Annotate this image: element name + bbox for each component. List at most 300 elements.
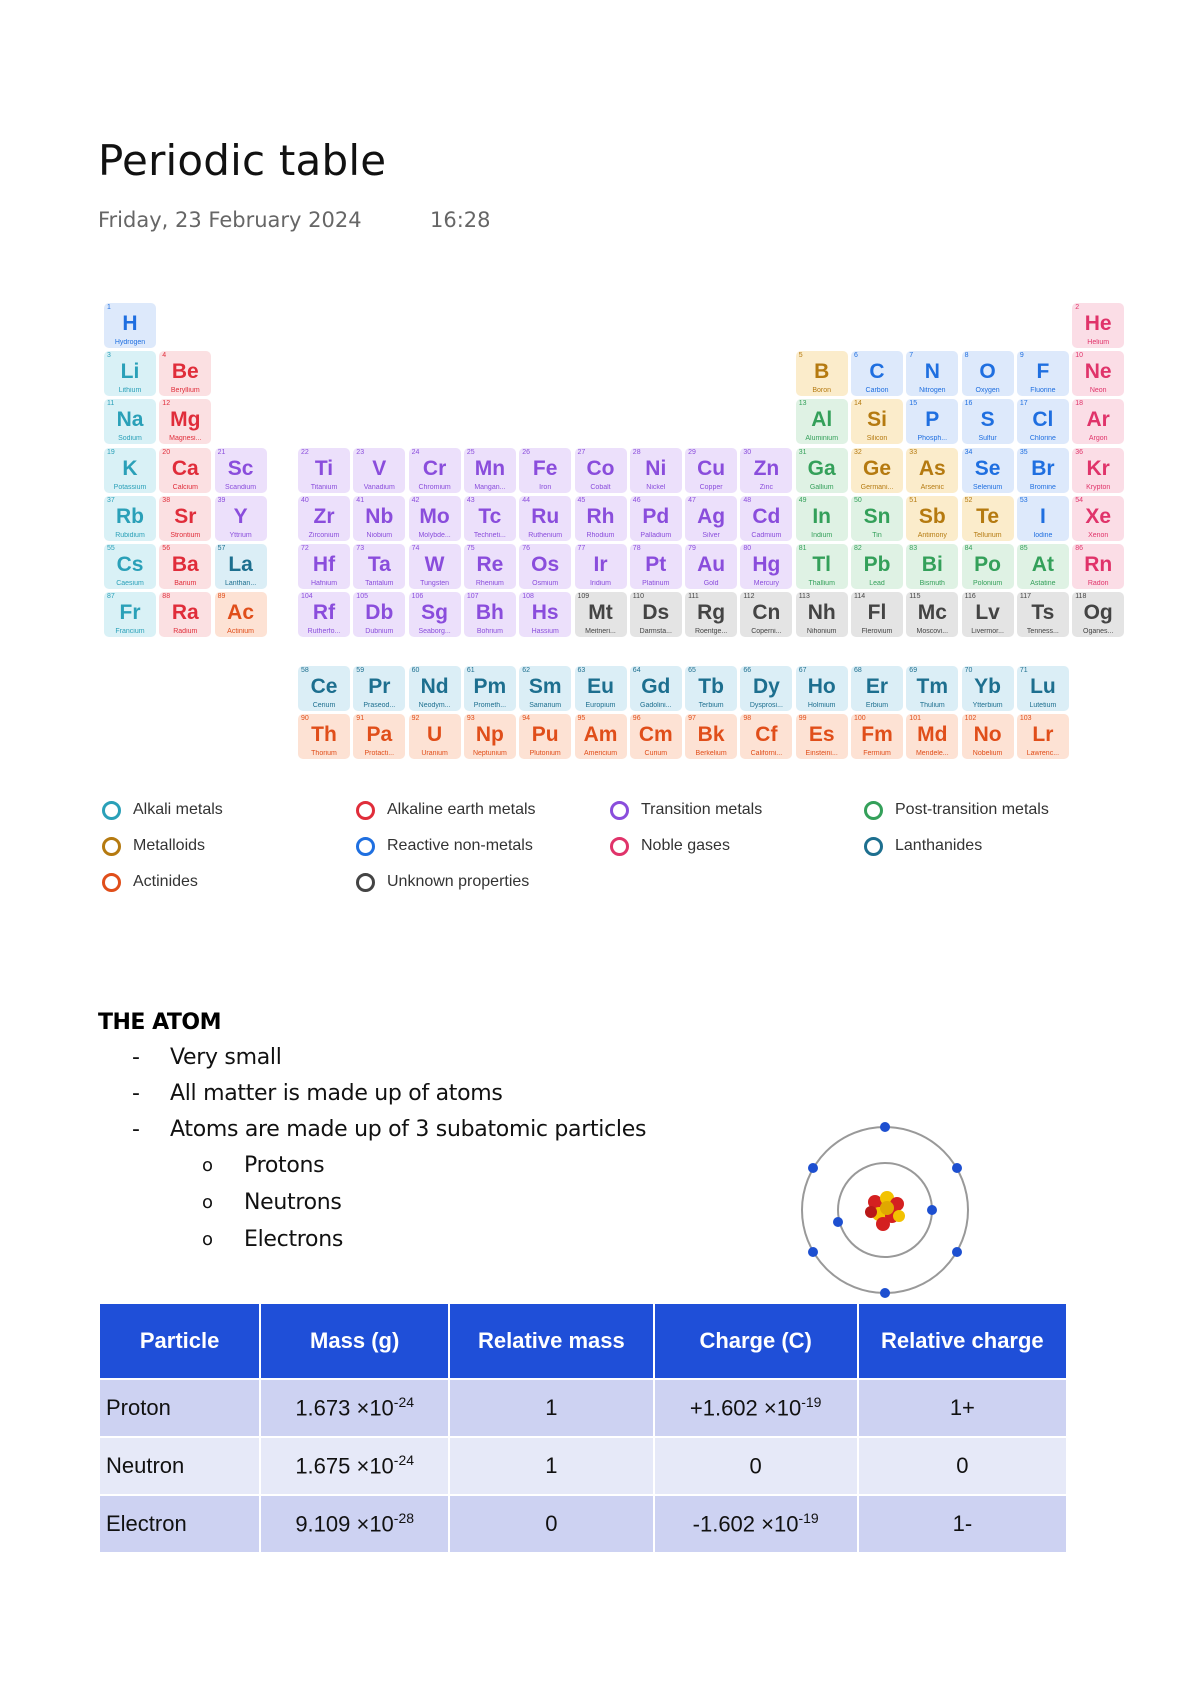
element-cell-ba <box>159 544 211 589</box>
element-name: Erbium <box>865 702 889 709</box>
element-name: Einsteini... <box>805 750 838 758</box>
element-number: 31 <box>798 448 807 456</box>
cell-relative-mass: 1 <box>449 1437 653 1495</box>
element-name: Palladium <box>640 531 672 539</box>
element-cell-br <box>1017 448 1069 493</box>
header-particle: Particle <box>99 1303 260 1379</box>
legend-ring-icon <box>356 873 375 892</box>
element-name: Nickel <box>646 483 666 491</box>
element-number: 10 <box>1075 352 1083 360</box>
element-symbol: S <box>980 408 995 432</box>
element-number: 48 <box>743 496 752 504</box>
cell-relative-charge: 0 <box>858 1437 1067 1495</box>
element-symbol: No <box>973 723 1002 747</box>
element-cell-co <box>575 448 627 493</box>
cell-charge <box>654 1495 858 1553</box>
element-symbol: C <box>869 360 885 384</box>
element-number: 100 <box>854 715 866 723</box>
nucleus-icon <box>865 1191 905 1231</box>
legend-label: Transition metals <box>641 801 763 818</box>
element-name: Calcium <box>172 483 198 491</box>
element-name: Chlorine <box>1029 435 1056 443</box>
element-name: Silver <box>702 531 720 539</box>
mass-base: 1.673 ×10 <box>295 1395 394 1421</box>
element-symbol: La <box>228 553 253 576</box>
element-cell-ac <box>215 592 267 637</box>
element-name: Livermor... <box>971 628 1004 636</box>
sub-bullet-text: Protons <box>244 1153 325 1178</box>
element-symbol: Br <box>1031 456 1055 480</box>
element-number: 24 <box>411 448 420 456</box>
element-cell-sm <box>519 666 571 711</box>
element-name: Aluminium <box>805 435 839 443</box>
element-number: 15 <box>909 400 918 408</box>
element-symbol: Cu <box>697 456 726 480</box>
element-name: Iodine <box>1033 531 1053 539</box>
element-name: Oxygen <box>975 387 1000 395</box>
element-number: 80 <box>743 545 752 552</box>
element-number: 23 <box>356 448 365 456</box>
element-symbol: Pd <box>642 504 670 528</box>
element-number: 53 <box>1019 496 1028 504</box>
legend-label: Alkaline earth metals <box>387 801 536 818</box>
element-number: 29 <box>688 448 696 456</box>
element-cell-ne <box>1072 351 1124 396</box>
element-number: 56 <box>162 545 171 552</box>
bullet-mark: - <box>132 1045 140 1070</box>
element-symbol: F <box>1036 360 1050 384</box>
header-relative-mass: Relative mass <box>449 1303 653 1379</box>
element-symbol: Po <box>974 553 1002 576</box>
element-cell-pu <box>519 714 571 759</box>
element-name: Bohrium <box>476 628 503 636</box>
mass-exponent: -24 <box>393 1452 415 1469</box>
element-symbol: Bh <box>475 601 504 625</box>
element-cell-ts <box>1017 592 1069 637</box>
element-cell-lr <box>1017 714 1069 759</box>
element-name: Europium <box>585 702 616 709</box>
element-number: 105 <box>356 593 368 601</box>
element-cell-he <box>1072 303 1124 348</box>
element-cell-hf <box>298 544 350 589</box>
sub-bullet-item <box>202 1227 343 1252</box>
element-name: Praseod... <box>363 702 396 709</box>
legend-item <box>102 833 205 859</box>
element-name: Actinium <box>227 628 255 636</box>
element-symbol: Sc <box>227 456 254 480</box>
element-cell-ho <box>796 666 848 711</box>
element-symbol: Ce <box>310 675 338 698</box>
element-name: Iron <box>539 483 552 491</box>
element-cell-s <box>962 399 1014 444</box>
element-number: 75 <box>466 545 475 552</box>
element-number: 106 <box>411 593 424 601</box>
cell-particle: Proton <box>99 1379 260 1437</box>
element-name: Boron <box>812 387 832 395</box>
bullet-mark: - <box>132 1117 140 1142</box>
element-symbol: Mn <box>474 456 506 480</box>
legend-ring-icon <box>610 801 629 820</box>
element-symbol: N <box>924 360 940 384</box>
legend-ring-icon <box>356 837 375 856</box>
element-name: Barium <box>174 580 197 587</box>
element-cell-in <box>796 496 848 541</box>
element-name: Bismuth <box>919 580 945 587</box>
element-symbol: Si <box>867 408 887 432</box>
legend-label: Lanthanides <box>895 837 983 854</box>
element-cell-tm <box>906 666 958 711</box>
element-cell-yb <box>962 666 1014 711</box>
charge-exponent: -19 <box>801 1394 822 1411</box>
element-cell-ge <box>851 448 903 493</box>
element-symbol: V <box>372 456 387 480</box>
element-symbol: Ho <box>807 675 836 698</box>
element-symbol: Cr <box>422 456 447 480</box>
element-cell-se <box>962 448 1014 493</box>
element-name: Californi... <box>750 750 783 758</box>
element-cell-pb <box>851 544 903 589</box>
element-name: Nobelium <box>972 750 1003 758</box>
element-cell-si <box>851 399 903 444</box>
element-cell-rn <box>1072 544 1124 589</box>
element-symbol: Dy <box>752 675 780 698</box>
element-number: 114 <box>854 593 866 601</box>
element-number: 117 <box>1019 593 1032 601</box>
element-name: Hassium <box>531 628 559 636</box>
element-symbol: Na <box>116 408 144 432</box>
element-symbol: Zn <box>753 456 780 480</box>
element-symbol: Og <box>1083 601 1113 625</box>
element-cell-bi <box>906 544 958 589</box>
element-number: 74 <box>411 545 420 552</box>
element-cell-no <box>962 714 1014 759</box>
element-number: 28 <box>632 448 641 456</box>
element-name: Gadolini... <box>640 702 672 709</box>
legend-label: Unknown properties <box>387 873 530 890</box>
element-symbol: Tl <box>812 553 832 576</box>
element-cell-po <box>962 544 1014 589</box>
element-cell-b <box>796 351 848 396</box>
element-name: Tungsten <box>420 580 450 587</box>
legend-item <box>356 797 536 823</box>
element-number: 104 <box>301 593 313 601</box>
mass-base: 1.675 ×10 <box>295 1453 394 1479</box>
element-number: 54 <box>1075 496 1083 504</box>
legend-ring-icon <box>102 837 121 856</box>
element-symbol: Cm <box>638 723 673 747</box>
element-cell-lv <box>962 592 1014 637</box>
element-number: 52 <box>964 496 973 504</box>
charge-base: -1.602 ×10 <box>692 1511 799 1537</box>
element-number: 21 <box>217 448 226 456</box>
element-cell-md <box>906 714 958 759</box>
cell-charge <box>654 1437 858 1495</box>
element-number: 86 <box>1075 545 1083 552</box>
element-symbol: Ir <box>593 553 608 576</box>
element-name: Lawrenc... <box>1026 750 1060 758</box>
element-number: 7 <box>909 352 914 360</box>
element-number: 62 <box>522 667 530 674</box>
element-cell-f <box>1017 351 1069 396</box>
element-number: 38 <box>162 496 171 504</box>
element-number: 46 <box>632 496 641 504</box>
element-name: Darmsta... <box>639 628 672 636</box>
element-name: Mercury <box>753 580 780 587</box>
element-number: 109 <box>577 593 590 601</box>
sub-bullet-text: Electrons <box>244 1227 343 1252</box>
element-symbol: Pr <box>368 675 391 698</box>
element-name: Xenon <box>1088 531 1109 539</box>
element-number: 95 <box>577 715 586 723</box>
element-symbol: Ag <box>697 504 726 528</box>
element-cell-sg <box>409 592 461 637</box>
element-symbol: Rg <box>697 601 726 625</box>
element-number: 47 <box>688 496 696 504</box>
element-symbol: Sn <box>863 504 891 528</box>
element-name: Terbium <box>698 702 724 709</box>
element-cell-fr <box>104 592 156 637</box>
element-symbol: Au <box>697 553 726 576</box>
element-number: 41 <box>356 496 365 504</box>
legend-label: Reactive non-metals <box>387 837 533 854</box>
element-symbol: Tm <box>916 675 949 698</box>
element-name: Flerovium <box>861 628 893 636</box>
charge-exponent: -19 <box>798 1510 819 1527</box>
element-symbol: Lr <box>1032 723 1054 747</box>
element-cell-be <box>159 351 211 396</box>
element-name: Cobalt <box>590 483 611 491</box>
element-symbol: Te <box>976 504 1000 528</box>
element-name: Tantalum <box>365 580 394 587</box>
element-cell-y <box>215 496 267 541</box>
element-name: Protacti... <box>364 750 395 758</box>
element-cell-gd <box>630 666 682 711</box>
element-number: 103 <box>1019 715 1032 723</box>
element-symbol: Cf <box>755 723 778 747</box>
element-name: Chromium <box>418 483 451 491</box>
legend-label: Actinides <box>133 873 198 890</box>
element-name: Bromine <box>1029 483 1056 491</box>
cell-relative-charge: 1- <box>858 1495 1067 1553</box>
legend-label: Post-transition metals <box>895 801 1049 818</box>
header-relative-charge: Relative charge <box>858 1303 1067 1379</box>
legend-ring-icon <box>610 837 629 856</box>
bullet-text: All matter is made up of atoms <box>170 1081 503 1106</box>
element-number: 79 <box>688 545 696 552</box>
element-number: 82 <box>854 545 862 552</box>
element-number: 102 <box>964 715 977 723</box>
element-cell-w <box>409 544 461 589</box>
element-number: 8 <box>964 352 969 360</box>
element-number: 68 <box>854 667 862 674</box>
element-number: 83 <box>909 545 918 552</box>
element-cell-k <box>104 448 156 493</box>
table-row <box>99 1437 1067 1495</box>
element-name: Neodym... <box>418 702 451 709</box>
element-number: 60 <box>411 667 420 674</box>
element-name: Mendele... <box>915 750 949 758</box>
element-name: Cadmium <box>751 531 782 539</box>
element-name: Caesium <box>116 580 144 587</box>
sub-bullet-item <box>202 1153 325 1178</box>
element-cell-kr <box>1072 448 1124 493</box>
element-cell-nd <box>409 666 461 711</box>
element-number: 18 <box>1075 400 1083 408</box>
element-name: Tellurium <box>973 531 1002 539</box>
element-symbol: Al <box>811 408 833 432</box>
element-name: Holmium <box>807 702 836 709</box>
element-name: Fluorine <box>1030 387 1056 395</box>
element-name: Lithium <box>118 387 142 395</box>
element-cell-rg <box>685 592 737 637</box>
element-number: 44 <box>522 496 530 504</box>
element-name: Rhenium <box>475 580 504 587</box>
legend-item <box>610 797 762 823</box>
element-symbol: I <box>1039 504 1046 528</box>
legend-ring-icon <box>102 801 121 820</box>
element-symbol: Sr <box>174 504 197 528</box>
element-name: Argon <box>1088 435 1108 443</box>
element-number: 27 <box>577 448 586 456</box>
element-cell-mn <box>464 448 516 493</box>
element-name: Sodium <box>118 435 142 443</box>
element-number: 70 <box>964 667 973 674</box>
element-symbol: B <box>814 360 830 384</box>
element-name: Mangan... <box>474 483 506 491</box>
element-cell-os <box>519 544 571 589</box>
element-cell-mo <box>409 496 461 541</box>
element-number: 76 <box>522 545 530 552</box>
element-cell-og <box>1072 592 1124 637</box>
element-symbol: Tb <box>698 675 724 698</box>
element-name: Radon <box>1087 580 1109 587</box>
mass-base: 9.109 ×10 <box>295 1511 394 1537</box>
element-number: 16 <box>964 400 973 408</box>
element-symbol: Fm <box>861 723 893 747</box>
element-number: 67 <box>798 667 807 674</box>
element-number: 96 <box>632 715 641 723</box>
element-cell-ga <box>796 448 848 493</box>
element-cell-cd <box>740 496 792 541</box>
element-name: Dysprosi... <box>749 702 783 709</box>
element-number: 58 <box>301 667 309 674</box>
element-name: Beryllium <box>170 387 200 395</box>
sub-bullet-mark: o <box>202 1155 213 1176</box>
element-name: Gallium <box>809 483 834 491</box>
element-symbol: Ne <box>1084 360 1112 384</box>
element-cell-li <box>104 351 156 396</box>
element-cell-ds <box>630 592 682 637</box>
element-cell-fl <box>851 592 903 637</box>
element-number: 91 <box>356 715 365 723</box>
element-cell-am <box>575 714 627 759</box>
element-symbol: Ga <box>807 456 836 480</box>
element-number: 1 <box>107 304 111 311</box>
element-symbol: Ba <box>171 553 199 576</box>
sub-bullet-mark: o <box>202 1229 213 1250</box>
element-name: Hydrogen <box>114 339 146 346</box>
element-number: 55 <box>107 545 115 552</box>
sub-bullet-mark: o <box>202 1192 213 1213</box>
legend-item <box>356 833 533 859</box>
page-time: 16:28 <box>430 208 491 232</box>
element-number: 72 <box>301 545 309 552</box>
element-symbol: Am <box>583 723 618 747</box>
element-name: Copper <box>699 483 723 491</box>
legend-ring-icon <box>864 801 883 820</box>
element-symbol: Rf <box>312 601 336 625</box>
element-number: 112 <box>743 593 755 601</box>
element-symbol: W <box>424 553 445 576</box>
element-number: 45 <box>577 496 586 504</box>
element-name: Sulfur <box>978 435 997 443</box>
element-number: 93 <box>466 715 475 723</box>
element-cell-dy <box>740 666 792 711</box>
legend-item <box>102 797 223 823</box>
element-number: 50 <box>854 496 862 504</box>
element-symbol: Sg <box>421 601 449 625</box>
element-number: 85 <box>1019 545 1028 552</box>
element-cell-rf <box>298 592 350 637</box>
sub-bullet-item <box>202 1190 342 1215</box>
element-symbol: Mg <box>170 408 201 432</box>
element-cell-sc <box>215 448 267 493</box>
element-name: Berkelium <box>695 750 727 758</box>
element-name: Nitrogen <box>919 387 946 395</box>
element-symbol: Rh <box>586 504 615 528</box>
element-cell-cl <box>1017 399 1069 444</box>
element-symbol: Bi <box>921 553 943 576</box>
atom-diagram-icon <box>795 1120 975 1300</box>
element-number: 37 <box>107 496 115 504</box>
element-name: Astatine <box>1030 580 1056 587</box>
element-cell-n <box>906 351 958 396</box>
legend-label: Noble gases <box>641 837 730 854</box>
element-cell-au <box>685 544 737 589</box>
element-number: 73 <box>356 545 365 552</box>
element-symbol: Db <box>365 601 394 625</box>
element-number: 34 <box>964 448 973 456</box>
element-symbol: Fl <box>867 601 887 625</box>
element-cell-db <box>353 592 405 637</box>
element-name: Gold <box>703 580 719 587</box>
element-cell-cf <box>740 714 792 759</box>
element-name: Vanadium <box>363 483 395 491</box>
element-number: 99 <box>798 715 807 723</box>
element-number: 98 <box>743 715 752 723</box>
atom-heading: THE ATOM <box>98 1010 222 1035</box>
cell-charge <box>654 1379 858 1437</box>
element-number: 84 <box>964 545 973 552</box>
element-name: Radium <box>173 628 198 636</box>
element-number: 63 <box>577 667 586 674</box>
bullet-text: Atoms are made up of 3 subatomic particles <box>170 1117 647 1142</box>
element-number: 19 <box>107 448 115 456</box>
element-name: Rubidium <box>115 531 145 539</box>
element-cell-ag <box>685 496 737 541</box>
element-number: 17 <box>1019 400 1028 408</box>
periodic-table <box>0 0 1200 800</box>
element-symbol: Hg <box>752 553 781 576</box>
element-symbol: U <box>427 723 443 747</box>
element-number: 14 <box>854 400 862 408</box>
element-number: 88 <box>162 593 171 601</box>
header-charge: Charge (C) <box>654 1303 858 1379</box>
element-number: 59 <box>356 667 365 674</box>
element-cell-nb <box>353 496 405 541</box>
element-cell-cu <box>685 448 737 493</box>
element-cell-mc <box>906 592 958 637</box>
